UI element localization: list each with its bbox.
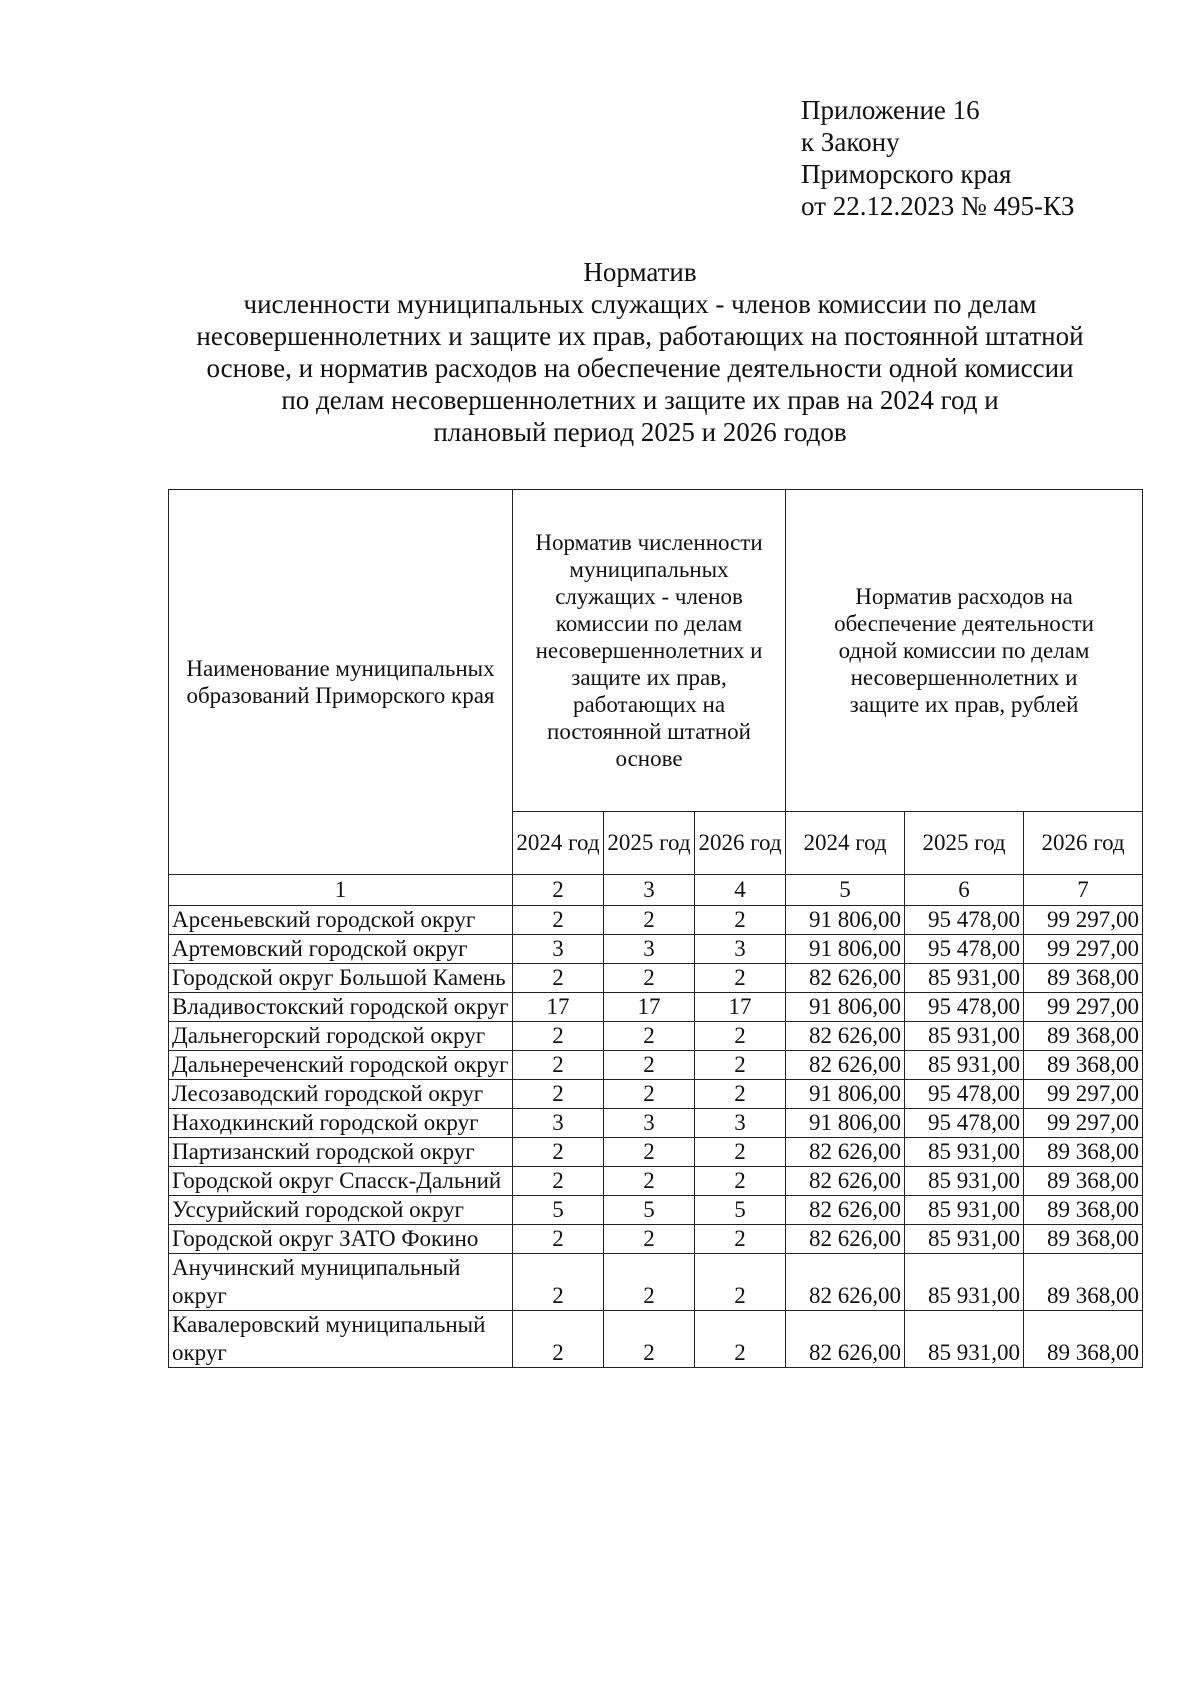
cost-2026: 89 368,00 <box>1024 1167 1143 1196</box>
annex-line: от 22.12.2023 № 495-КЗ <box>801 191 1075 221</box>
table-row <box>169 1080 1143 1109</box>
cost-2025: 95 478,00 <box>905 906 1024 935</box>
staff-2024: 2 <box>513 1051 604 1080</box>
cost-2026: 89 368,00 <box>1024 1196 1143 1225</box>
table-row <box>169 1138 1143 1167</box>
table-row <box>169 993 1143 1022</box>
municipality-name: Находкинский городской округ <box>169 1109 513 1138</box>
staff-2024: 17 <box>513 993 604 1022</box>
staff-2026: 3 <box>695 1109 786 1138</box>
header-name-column: Наименование муниципальных образований Приморского края <box>169 490 513 875</box>
municipality-name: Партизанский городской округ <box>169 1138 513 1167</box>
staff-2025: 2 <box>604 1138 695 1167</box>
cost-2026: 99 297,00 <box>1024 935 1143 964</box>
municipality-name: Артемовский городской округ <box>169 935 513 964</box>
column-number: 5 <box>786 875 905 906</box>
staff-2025: 2 <box>604 1051 695 1080</box>
table-row <box>169 906 1143 935</box>
staff-2025: 5 <box>604 1196 695 1225</box>
cost-2024: 82 626,00 <box>786 1138 905 1167</box>
municipality-name: Городской округ Большой Камень <box>169 964 513 993</box>
table-row <box>169 964 1143 993</box>
cost-2024: 82 626,00 <box>786 1022 905 1051</box>
cost-2026: 99 297,00 <box>1024 906 1143 935</box>
cost-2025: 85 931,00 <box>905 1167 1024 1196</box>
header-staff-year: 2024 год <box>513 811 604 874</box>
staff-2026: 2 <box>695 1051 786 1080</box>
title-line: плановый период 2025 и 2026 годов <box>433 417 847 447</box>
cost-2024: 82 626,00 <box>786 1225 905 1254</box>
annex-block <box>801 94 1074 222</box>
municipality-name: Лесозаводский городской округ <box>169 1080 513 1109</box>
cost-2025: 95 478,00 <box>905 1109 1024 1138</box>
staff-2024: 2 <box>513 1080 604 1109</box>
header-staff-year: 2026 год <box>695 811 786 874</box>
staff-2025: 2 <box>604 1167 695 1196</box>
cost-2026: 89 368,00 <box>1024 1311 1143 1368</box>
column-number: 3 <box>604 875 695 906</box>
column-number: 7 <box>1024 875 1143 906</box>
cost-2025: 85 931,00 <box>905 1051 1024 1080</box>
cost-2024: 82 626,00 <box>786 964 905 993</box>
table-row <box>169 1196 1143 1225</box>
header-cost-group: Норматив расходов на обеспечение деятельности одной комиссии по делам несовершеннолетних и защите их прав, рублей <box>786 490 1143 812</box>
header-cost-year: 2024 год <box>786 811 905 874</box>
municipality-name: Дальнереченский городской округ <box>169 1051 513 1080</box>
cost-2025: 85 931,00 <box>905 1225 1024 1254</box>
cost-2024: 91 806,00 <box>786 906 905 935</box>
annex-line: Приложение 16 <box>801 95 980 125</box>
title-line: Норматив <box>583 257 697 287</box>
cost-2024: 82 626,00 <box>786 1051 905 1080</box>
table-body <box>169 906 1143 1368</box>
cost-2025: 85 931,00 <box>905 1138 1024 1167</box>
municipality-name: Городской округ Спасск-Дальний <box>169 1167 513 1196</box>
municipality-name: Уссурийский городской округ <box>169 1196 513 1225</box>
column-number: 4 <box>695 875 786 906</box>
staff-2025: 3 <box>604 1109 695 1138</box>
municipality-name: Кавалеровский муниципальный округ <box>169 1311 513 1368</box>
table-row <box>169 1225 1143 1254</box>
staff-2026: 2 <box>695 906 786 935</box>
cost-2026: 89 368,00 <box>1024 1051 1143 1080</box>
document-title <box>140 256 1140 448</box>
staff-2026: 2 <box>695 964 786 993</box>
cost-2024: 91 806,00 <box>786 1109 905 1138</box>
municipality-name: Владивостокский городской округ <box>169 993 513 1022</box>
title-line: основе, и норматив расходов на обеспечение деятельности одной комиссии <box>206 353 1074 383</box>
table-row <box>169 1311 1143 1368</box>
cost-2026: 89 368,00 <box>1024 1254 1143 1311</box>
cost-2025: 85 931,00 <box>905 1311 1024 1368</box>
cost-2024: 82 626,00 <box>786 1196 905 1225</box>
title-line: по делам несовершеннолетних и защите их прав на 2024 год и <box>281 385 999 415</box>
staff-2025: 2 <box>604 1225 695 1254</box>
cost-2025: 95 478,00 <box>905 1080 1024 1109</box>
table-row <box>169 935 1143 964</box>
staff-2024: 2 <box>513 1167 604 1196</box>
staff-2025: 2 <box>604 1022 695 1051</box>
staff-2026: 3 <box>695 935 786 964</box>
staff-2025: 3 <box>604 935 695 964</box>
table-row <box>169 1051 1143 1080</box>
cost-2026: 89 368,00 <box>1024 964 1143 993</box>
municipality-name: Анучинский муниципальный округ <box>169 1254 513 1311</box>
title-line: численности муниципальных служащих - членов комиссии по делам <box>243 289 1037 319</box>
staff-2026: 2 <box>695 1167 786 1196</box>
staff-2024: 2 <box>513 1311 604 1368</box>
cost-2024: 82 626,00 <box>786 1254 905 1311</box>
cost-2024: 82 626,00 <box>786 1311 905 1368</box>
municipality-name: Городской округ ЗАТО Фокино <box>169 1225 513 1254</box>
cost-2025: 95 478,00 <box>905 935 1024 964</box>
staff-2024: 5 <box>513 1196 604 1225</box>
staff-2025: 2 <box>604 964 695 993</box>
staff-2026: 2 <box>695 1225 786 1254</box>
staff-2024: 2 <box>513 1138 604 1167</box>
staff-2024: 2 <box>513 1022 604 1051</box>
table-row <box>169 1254 1143 1311</box>
annex-line: Приморского края <box>801 159 1012 189</box>
staff-2025: 17 <box>604 993 695 1022</box>
municipality-name: Дальнегорский городской округ <box>169 1022 513 1051</box>
staff-2024: 3 <box>513 935 604 964</box>
staff-2025: 2 <box>604 1254 695 1311</box>
staff-2026: 2 <box>695 1080 786 1109</box>
table-row <box>169 1109 1143 1138</box>
column-number: 2 <box>513 875 604 906</box>
header-staff-group: Норматив численности муниципальных служащих - членов комиссии по делам несовершеннолетних и защите их прав, работающих на постоянной штатной основе <box>513 490 786 812</box>
staff-2025: 2 <box>604 906 695 935</box>
staff-2026: 17 <box>695 993 786 1022</box>
staff-2026: 5 <box>695 1196 786 1225</box>
staff-2026: 2 <box>695 1022 786 1051</box>
cost-2025: 85 931,00 <box>905 1022 1024 1051</box>
cost-2026: 89 368,00 <box>1024 1138 1143 1167</box>
column-number-row <box>169 875 1143 906</box>
header-staff-year: 2025 год <box>604 811 695 874</box>
cost-2026: 99 297,00 <box>1024 993 1143 1022</box>
cost-2026: 89 368,00 <box>1024 1022 1143 1051</box>
title-line: несовершеннолетних и защите их прав, работающих на постоянной штатной <box>196 321 1084 351</box>
column-number: 1 <box>169 875 513 906</box>
staff-2024: 2 <box>513 1254 604 1311</box>
cost-2026: 99 297,00 <box>1024 1109 1143 1138</box>
column-number: 6 <box>905 875 1024 906</box>
cost-2025: 95 478,00 <box>905 993 1024 1022</box>
staff-2024: 2 <box>513 906 604 935</box>
cost-2024: 91 806,00 <box>786 993 905 1022</box>
cost-2026: 99 297,00 <box>1024 1080 1143 1109</box>
cost-2024: 91 806,00 <box>786 935 905 964</box>
cost-2024: 82 626,00 <box>786 1167 905 1196</box>
cost-2024: 91 806,00 <box>786 1080 905 1109</box>
table-row <box>169 1022 1143 1051</box>
cost-2025: 85 931,00 <box>905 964 1024 993</box>
table-row <box>169 1167 1143 1196</box>
annex-line: к Закону <box>801 127 900 157</box>
staff-2025: 2 <box>604 1311 695 1368</box>
cost-2026: 89 368,00 <box>1024 1225 1143 1254</box>
norms-table <box>168 489 1143 1368</box>
staff-2026: 2 <box>695 1311 786 1368</box>
staff-2024: 2 <box>513 964 604 993</box>
cost-2025: 85 931,00 <box>905 1196 1024 1225</box>
staff-2024: 3 <box>513 1109 604 1138</box>
staff-2026: 2 <box>695 1254 786 1311</box>
staff-2024: 2 <box>513 1225 604 1254</box>
cost-2025: 85 931,00 <box>905 1254 1024 1311</box>
municipality-name: Арсеньевский городской округ <box>169 906 513 935</box>
header-cost-year: 2026 год <box>1024 811 1143 874</box>
staff-2025: 2 <box>604 1080 695 1109</box>
header-cost-year: 2025 год <box>905 811 1024 874</box>
staff-2026: 2 <box>695 1138 786 1167</box>
